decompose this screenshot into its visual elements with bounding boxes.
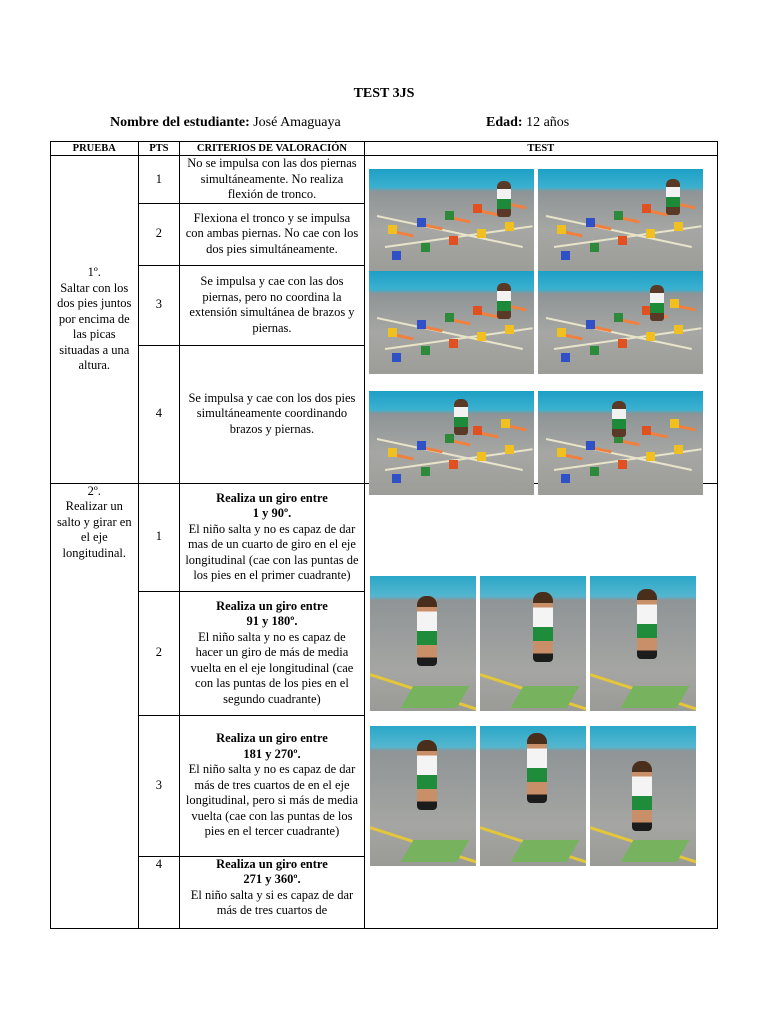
hurdle-jump-photo-5 xyxy=(369,391,534,495)
test1-prueba-num: 1º. xyxy=(87,265,101,279)
jump-turn-photo-3 xyxy=(590,576,696,711)
test2-prueba-desc: Realizar un salto y girar en el eje longitudinal. xyxy=(56,499,132,560)
test2-criterion-2 xyxy=(180,591,364,715)
jump-turn-photo-5 xyxy=(480,726,586,866)
test2-pts-1: 1 xyxy=(138,483,180,591)
test2-pts-2: 2 xyxy=(138,591,180,715)
table-header-row xyxy=(51,142,718,156)
test2-criterion-text-4: El niño salta y si es capaz de dar más de tres cuartos de xyxy=(190,887,354,917)
age-label: Edad: xyxy=(486,115,523,130)
age-value: 12 años xyxy=(526,115,570,130)
test2-range-title-1: Realiza un giro entre xyxy=(216,490,328,505)
test1-pts-3: 3 xyxy=(138,265,180,345)
test2-range-4: 271 y 360º. xyxy=(243,872,301,886)
jump-turn-photo-6 xyxy=(590,726,696,866)
student-value: José Amaguaya xyxy=(253,115,341,130)
student-age xyxy=(486,115,569,131)
test1-criterion-1: No se impulsa con las dos piernas simultáneamente. No realiza flexión de tronco. xyxy=(180,156,364,204)
hurdle-jump-photo-2 xyxy=(538,169,703,271)
test1-criterion-3: Se impulsa y cae con las dos piernas, pero no coordina la extensión simultánea de brazos y piernas. xyxy=(180,265,364,345)
test1-pts-1: 1 xyxy=(138,156,180,204)
header-criterios: CRITERIOS DE VALORACIÓN xyxy=(180,142,364,156)
test2-criterion-text-3: El niño salta y no es capaz de dar más de tres cuartos de en el eje longitudinal, pero si más de media vuelta (cae con las puntas de los pies en el tercer cuadrante) xyxy=(185,762,359,839)
test2-prueba-num: 2º. xyxy=(87,483,101,498)
test2-range-title-2: Realiza un giro entre xyxy=(216,598,328,613)
test2-range-1: 1 y 90º. xyxy=(252,506,292,520)
test2-range-title-3: Realiza un giro entre xyxy=(216,731,328,746)
student-label: Nombre del estudiante: xyxy=(110,115,250,130)
test1-prueba-cell xyxy=(51,156,139,484)
test2-criterion-4 xyxy=(180,856,364,928)
hurdle-jump-photo-3 xyxy=(369,271,534,374)
test1-prueba-desc: Saltar con los dos pies juntos por encima de las picas situadas a una altura. xyxy=(57,280,132,372)
jump-turn-photo-4 xyxy=(370,726,476,866)
test2-criterion-text-1: El niño salta y no es capaz de dar mas de un cuarto de giro en el eje longitudinal (cae con las puntas de los pies en el primer cuadrante) xyxy=(185,521,359,582)
document-title: TEST 3JS xyxy=(353,86,415,101)
jump-turn-photo-1 xyxy=(370,576,476,711)
table-row xyxy=(51,483,718,591)
test2-criterion-3 xyxy=(180,715,364,856)
hurdle-jump-photo-1 xyxy=(369,169,534,271)
test2-pts-4: 4 xyxy=(138,856,180,928)
test1-photos-cell xyxy=(364,156,717,484)
header-test: TEST xyxy=(364,142,717,156)
header-pts: PTS xyxy=(138,142,180,156)
test2-photos-cell xyxy=(364,483,717,928)
test1-criterion-4: Se impulsa y cae con los dos pies simultáneamente coordinando brazos y piernas. xyxy=(180,345,364,483)
hurdle-jump-photo-4 xyxy=(538,271,703,374)
student-name xyxy=(110,115,341,131)
test2-criterion-1 xyxy=(180,483,364,591)
evaluation-table xyxy=(50,141,718,929)
jump-turn-photo-2 xyxy=(480,576,586,711)
test1-criterion-2: Flexiona el tronco y se impulsa con ambas piernas. No cae con los dos pies simultáneamente. xyxy=(180,203,364,265)
table-row xyxy=(51,156,718,204)
test1-pts-2: 2 xyxy=(138,203,180,265)
hurdle-jump-photo-6 xyxy=(538,391,703,495)
test2-range-title-4: Realiza un giro entre xyxy=(216,856,328,871)
test2-criterion-text-2: El niño salta y no es capaz de hacer un giro de más de media vuelta en el eje longitudinal (cae con las puntas de los pies en el segundo cuadrante) xyxy=(190,629,354,706)
test2-range-2: 91 y 180º. xyxy=(246,614,298,629)
test2-range-3: 181 y 270º. xyxy=(243,746,301,761)
header-prueba: PRUEBA xyxy=(51,142,139,156)
test1-pts-4: 4 xyxy=(138,345,180,483)
test2-prueba-cell xyxy=(51,483,139,928)
test2-pts-3: 3 xyxy=(138,715,180,856)
